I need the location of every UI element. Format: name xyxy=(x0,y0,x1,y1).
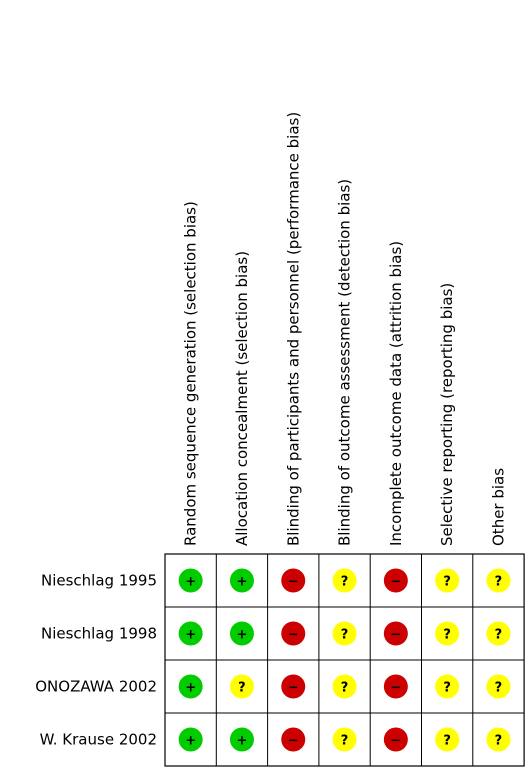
judgement-symbol-unclear: ? xyxy=(238,680,246,696)
judgement-symbol-high: − xyxy=(390,627,402,643)
column-header: Selective reporting (reporting bias) xyxy=(438,282,457,546)
judgement-symbol-unclear: ? xyxy=(494,733,503,749)
column-header: Blinding of participants and personnel (performance bias) xyxy=(284,111,303,546)
judgement-symbol-low: + xyxy=(236,627,248,643)
judgement-symbol-unclear: ? xyxy=(494,574,503,590)
column-header: Other bias xyxy=(489,467,508,546)
judgement-symbol-high: − xyxy=(287,680,299,696)
judgement-symbol-high: − xyxy=(390,680,402,696)
judgement-symbol-unclear: ? xyxy=(443,733,451,749)
row-label: Nieschlag 1998 xyxy=(40,624,157,643)
column-header: Incomplete outcome data (attrition bias) xyxy=(386,240,405,546)
judgement-symbol-unclear: ? xyxy=(340,574,349,590)
column-header: Blinding of outcome assessment (detection bias) xyxy=(335,178,354,546)
judgement-symbol-low: + xyxy=(185,627,197,643)
row-label: W. Krause 2002 xyxy=(39,730,157,749)
column-header: Allocation concealment (selection bias) xyxy=(232,250,251,546)
judgement-symbol-low: + xyxy=(185,574,197,590)
judgement-symbol-unclear: ? xyxy=(443,627,451,643)
judgement-symbol-high: − xyxy=(287,733,299,749)
column-header: Random sequence generation (selection bias) xyxy=(181,201,200,546)
judgement-symbol-high: − xyxy=(390,733,402,749)
judgement-symbol-high: − xyxy=(287,627,299,643)
judgement-symbol-unclear: ? xyxy=(340,680,349,696)
judgement-symbol-low: + xyxy=(236,733,248,749)
judgement-symbol-unclear: ? xyxy=(340,627,349,643)
row-label: Nieschlag 1995 xyxy=(40,571,157,590)
judgement-symbol-low: + xyxy=(236,574,248,590)
judgement-symbol-low: + xyxy=(185,733,197,749)
judgement-symbol-unclear: ? xyxy=(443,680,451,696)
row-label: ONOZAWA 2002 xyxy=(35,677,157,696)
judgement-symbol-unclear: ? xyxy=(494,627,503,643)
judgement-symbol-low: + xyxy=(185,680,197,696)
judgement-symbol-high: − xyxy=(287,574,299,590)
judgement-symbol-unclear: ? xyxy=(443,574,451,590)
judgement-symbol-unclear: ? xyxy=(340,733,349,749)
judgement-symbol-high: − xyxy=(390,574,402,590)
judgement-symbol-unclear: ? xyxy=(494,680,503,696)
